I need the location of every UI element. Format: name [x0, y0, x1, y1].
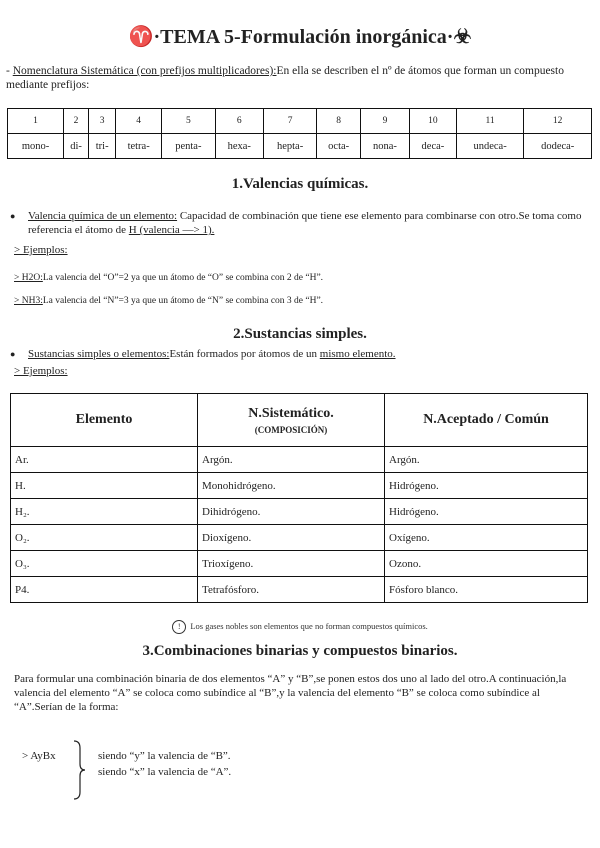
cell-elemento: P4.: [11, 577, 198, 603]
table-row: [11, 551, 588, 577]
cell-elemento: H₂.: [11, 499, 198, 525]
prefix-number: 3: [89, 109, 116, 134]
prefix-number: 10: [410, 109, 457, 134]
curly-brace-icon: [70, 740, 86, 800]
prefix-name: nona-: [360, 134, 409, 159]
section1-def-text: Capacidad de combinación que tiene ese elemento para combinarse con otro.Se toma como referencia el átomo de: [28, 210, 582, 236]
intro-paragraph: [6, 64, 591, 92]
cell-comun: Oxígeno.: [385, 525, 588, 551]
noble-gases-note: [0, 620, 600, 634]
header-sistematico-label: N.Sistemático.: [248, 405, 334, 421]
section3-heading: 3.Combinaciones binarias y compuestos binarios.: [142, 643, 458, 659]
example1-label: > H2O:: [14, 273, 43, 283]
prefix-name: dodeca-: [524, 134, 592, 159]
table-row: [11, 577, 588, 603]
page-title: ♈·TEMA 5-Formulación inorgánica·☣: [128, 26, 472, 48]
elements-table-header: [11, 394, 588, 447]
prefix-number: 1: [8, 109, 64, 134]
cell-elemento: O₂.: [11, 525, 198, 551]
cell-sistematico: Trioxígeno.: [198, 551, 385, 577]
example2-label: > NH3:: [14, 296, 43, 306]
prefix-number: 11: [456, 109, 524, 134]
prefix-number: 6: [215, 109, 263, 134]
note-text: Los gases nobles son elementos que no forman compuestos químicos.: [190, 620, 428, 631]
cell-sistematico: Monohidrógeno.: [198, 473, 385, 499]
section1-examples-label: > Ejemplos:: [14, 244, 68, 256]
example2-text: La valencia del “N”=3 ya que un átomo de “N” se combina con 3 de “H”.: [42, 296, 324, 306]
table-row: [11, 525, 588, 551]
intro-term: Nomenclatura Sistemática (con prefijos multiplicadores):: [12, 65, 277, 77]
prefix-number: 9: [360, 109, 409, 134]
prefix-number: 4: [116, 109, 162, 134]
prefix-name: mono-: [8, 134, 64, 159]
section1-definition: [10, 209, 583, 237]
table-row: [11, 447, 588, 473]
section2-examples-label: > Ejemplos:: [14, 365, 68, 377]
bullet-icon: ●: [10, 349, 16, 359]
formula-line-1: siendo “y” la valencia de “B”.: [98, 750, 231, 762]
prefix-name: undeca-: [456, 134, 524, 159]
prefix-number: 7: [263, 109, 317, 134]
cell-sistematico: Dioxígeno.: [198, 525, 385, 551]
cell-elemento: O₃.: [11, 551, 198, 577]
cell-sistematico: Argón.: [198, 447, 385, 473]
prefix-table: [7, 108, 592, 159]
section2-definition: [10, 347, 583, 361]
section3-paragraph: Para formular una combinación binaria de dos elementos “A” y “B”,se ponen estos dos uno al lado del otro.A continuación,la valencia del elemento “A” se coloca como subíndice al “B”,y la valencia del elemento “B” se coloca como subíndice al “A”.Serían de la forma:: [14, 673, 567, 713]
section2-def-ref: mismo elemento.: [319, 348, 396, 360]
info-icon: !: [172, 620, 186, 634]
formula: > AyBx: [22, 750, 56, 762]
cell-sistematico: Dihidrógeno.: [198, 499, 385, 525]
section2-def-text: Están formados por átomos de un: [169, 348, 320, 360]
prefix-name: tri-: [89, 134, 116, 159]
section1-heading: 1.Valencias químicas.: [231, 176, 369, 192]
table-row: [11, 473, 588, 499]
prefix-name: octa-: [317, 134, 360, 159]
cell-comun: Ozono.: [385, 551, 588, 577]
prefix-number: 2: [64, 109, 89, 134]
prefix-name: hexa-: [215, 134, 263, 159]
table-row: [11, 499, 588, 525]
section1-example-2: [14, 296, 323, 306]
prefix-name: di-: [64, 134, 89, 159]
cell-comun: Hidrógeno.: [385, 499, 588, 525]
section2-def-term: Sustancias simples o elementos:: [28, 348, 170, 360]
prefix-number: 5: [161, 109, 215, 134]
header-elemento: Elemento: [11, 394, 198, 447]
prefix-name: penta-: [161, 134, 215, 159]
cell-comun: Argón.: [385, 447, 588, 473]
prefix-name: tetra-: [116, 134, 162, 159]
intro-dash: -: [6, 65, 10, 77]
header-comun: N.Aceptado / Común: [385, 394, 588, 447]
prefix-name: hepta-: [263, 134, 317, 159]
prefix-name-row: [8, 134, 592, 159]
cell-comun: Fósforo blanco.: [385, 577, 588, 603]
section1-def-ref: H (valencia —> 1).: [128, 224, 215, 236]
prefix-number: 8: [317, 109, 360, 134]
bullet-icon: ●: [10, 211, 16, 221]
formula-line-2: siendo “x” la valencia de “A”.: [98, 766, 232, 778]
cell-sistematico: Tetrafósforo.: [198, 577, 385, 603]
section2-heading: 2.Sustancias simples.: [233, 326, 367, 342]
prefix-number-row: [8, 109, 592, 134]
cell-elemento: Ar.: [11, 447, 198, 473]
elements-table: [10, 393, 588, 603]
section1-example-1: [14, 273, 323, 283]
cell-elemento: H.: [11, 473, 198, 499]
prefix-name: deca-: [410, 134, 457, 159]
header-composicion: (COMPOSICIÓN): [254, 424, 328, 435]
header-sistematico: [198, 394, 385, 447]
section1-def-term: Valencia química de un elemento:: [28, 210, 178, 222]
cell-comun: Hidrógeno.: [385, 473, 588, 499]
prefix-number: 12: [524, 109, 592, 134]
intro-text: En ella se describen el nº de átomos que forman un compuesto mediante prefijos:: [6, 65, 564, 91]
example1-text: La valencia del “O”=2 ya que un átomo de “O” se combina con 2 de “H”.: [42, 273, 324, 283]
